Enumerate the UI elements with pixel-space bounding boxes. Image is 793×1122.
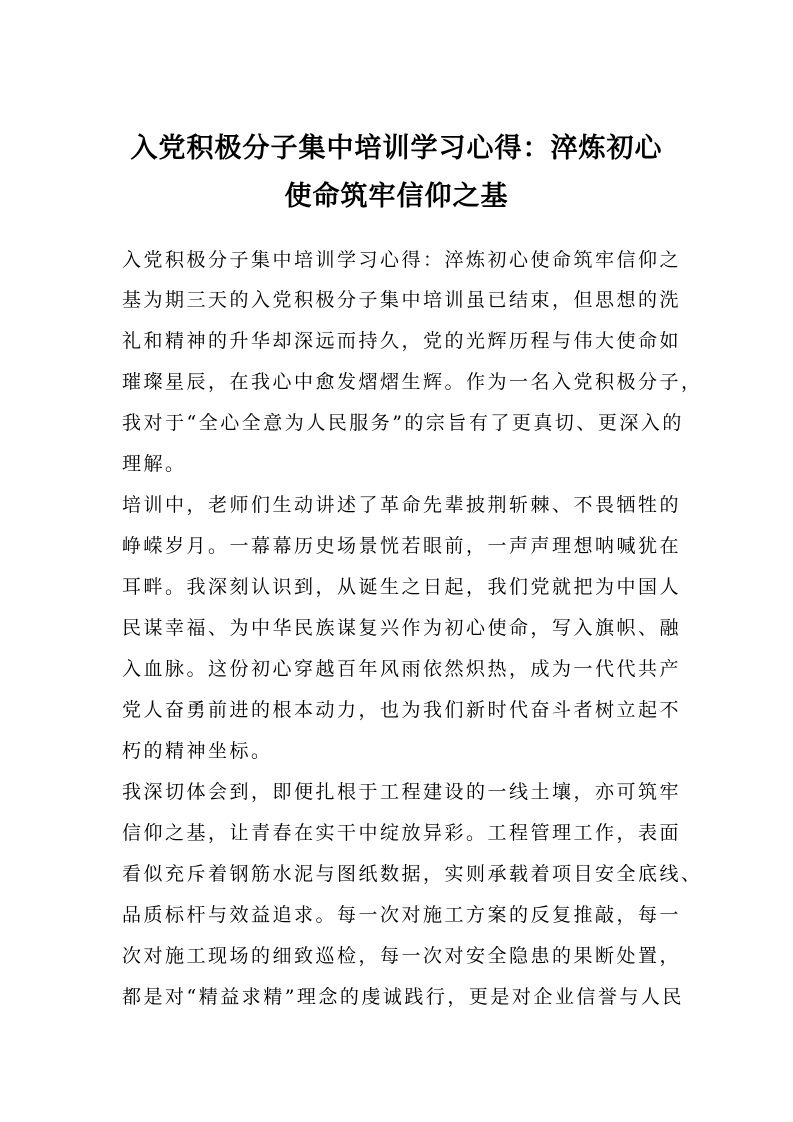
document-title-line-1: 入党积极分子集中培训学习心得：淬炼初心 (130, 133, 663, 164)
paragraph-line: 民谋幸福、为中华民族谋复兴作为初心使命，写入旗帜、融 (122, 617, 682, 639)
paragraph-line: 基为期三天的入党积极分子集中培训虽已结束，但思想的洗 (122, 289, 682, 311)
paragraph-line: 我对于“全心全意为人民服务”的宗旨有了更真切、更深入的 (122, 412, 684, 434)
paragraph-line: 礼和精神的升华却深远而持久，党的光辉历程与伟大使命如 (122, 330, 682, 352)
paragraph-line: 峥嵘岁月。一幕幕历史场景恍若眼前，一声声理想呐喊犹在 (122, 535, 682, 557)
paragraph-line: 培训中，老师们生动讲述了革命先辈披荆斩棘、不畏牺牲的 (122, 494, 682, 516)
paragraph-line: 入血脉。这份初心穿越百年风雨依然炽热，成为一代代共产 (122, 658, 682, 680)
paragraph-line: 耳畔。我深刻认识到，从诞生之日起，我们党就把为中国人 (122, 576, 682, 598)
paragraph-line: 璀璨星辰，在我心中愈发熠熠生辉。作为一名入党积极分子， (122, 371, 703, 393)
paragraph-line: 信仰之基，让青春在实干中绽放异彩。工程管理工作，表面 (122, 822, 682, 844)
paragraph-line: 朽的精神坐标。 (122, 740, 273, 762)
paragraph-line: 我深切体会到，即便扎根于工程建设的一线土壤，亦可筑牢 (122, 781, 682, 803)
paragraph-line: 党人奋勇前进的根本动力，也为我们新时代奋斗者树立起不 (122, 699, 682, 721)
paragraph-line: 理解。 (122, 453, 187, 475)
paragraph-line: 看似充斥着钢筋水泥与图纸数据，实则承载着项目安全底线、 (122, 863, 703, 885)
paragraph-line: 品质标杆与效益追求。每一次对施工方案的反复推敲，每一 (122, 904, 682, 926)
paragraph-line: 入党积极分子集中培训学习心得：淬炼初心使命筑牢信仰之 (122, 249, 682, 271)
paragraph-line: 次对施工现场的细致巡检，每一次对安全隐患的果断处置， (122, 945, 682, 967)
document-title-line-2: 使命筑牢信仰之基 (284, 181, 509, 212)
paragraph-line: 都是对“精益求精”理念的虔诚践行，更是对企业信誉与人民 (122, 986, 684, 1008)
